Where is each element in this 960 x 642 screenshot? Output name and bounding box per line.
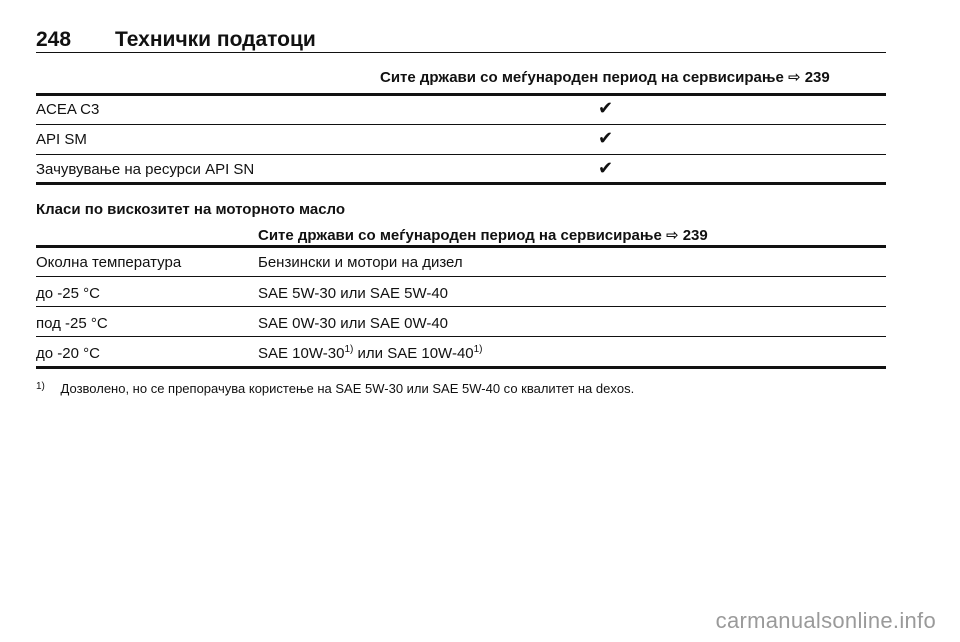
temp-cell: до -25 °C — [36, 285, 100, 302]
temp-cell: до -20 °C — [36, 345, 100, 362]
col-header-temperature: Околна температура — [36, 254, 182, 271]
col-header-engines: Бензински и мотори на дизел — [258, 254, 463, 271]
viscosity-table-bottom-rule — [36, 366, 886, 369]
page-number: 248 — [36, 28, 72, 51]
page-header — [36, 28, 886, 54]
spec-table-column-header — [380, 68, 830, 86]
viscosity-column-header-text: Сите држави со меѓународен период на сервисирање — [258, 227, 662, 244]
arrow-ref-icon: ⇨ — [665, 227, 679, 244]
oil-cell: SAE 0W-30 или SAE 0W-40 — [258, 315, 449, 332]
viscosity-table-top-rule — [36, 245, 886, 248]
section-title: Класи по вискозитет на моторното масло — [36, 201, 346, 218]
oil-grade-b: или SAE 10W-40 — [353, 345, 474, 362]
spec-table-top-rule — [36, 93, 886, 96]
check-icon: ✔ — [598, 158, 614, 178]
viscosity-page-ref: 239 — [682, 227, 708, 244]
spec-row-label: ACEA C3 — [36, 101, 100, 118]
oil-cell — [258, 345, 483, 362]
check-icon: ✔ — [598, 128, 614, 148]
viscosity-column-header — [258, 226, 708, 244]
header-divider — [36, 52, 886, 53]
footnote-mark: 1) — [36, 381, 45, 392]
oil-cell: SAE 5W-30 или SAE 5W-40 — [258, 285, 449, 302]
footnote-text: Дозволено, но се препорачува користење на SAE 5W-30 или SAE 5W-40 со квалитет на dexos. — [60, 381, 635, 396]
check-icon: ✔ — [598, 98, 614, 118]
spec-row-label: Зачувување на ресурси API SN — [36, 161, 255, 178]
row-divider — [36, 154, 886, 155]
page-title: Технички податоци — [115, 28, 316, 51]
spec-table-page-ref: 239 — [804, 69, 830, 86]
row-divider — [36, 306, 886, 307]
row-divider — [36, 336, 886, 337]
spec-table-bottom-rule — [36, 182, 886, 185]
footnote-ref: 1) — [473, 344, 483, 355]
spec-row-label: API SM — [36, 131, 87, 148]
spec-table-column-header-text: Сите држави со меѓународен период на сервисирање — [380, 69, 784, 86]
row-divider — [36, 276, 886, 277]
temp-cell: под -25 °C — [36, 315, 108, 332]
footnote-ref: 1) — [344, 344, 354, 355]
row-divider — [36, 124, 886, 125]
arrow-ref-icon: ⇨ — [787, 69, 801, 86]
oil-grade-a: SAE 10W-30 — [258, 345, 345, 362]
footnote — [36, 381, 634, 396]
watermark: carmanualsonline.info — [715, 608, 936, 633]
